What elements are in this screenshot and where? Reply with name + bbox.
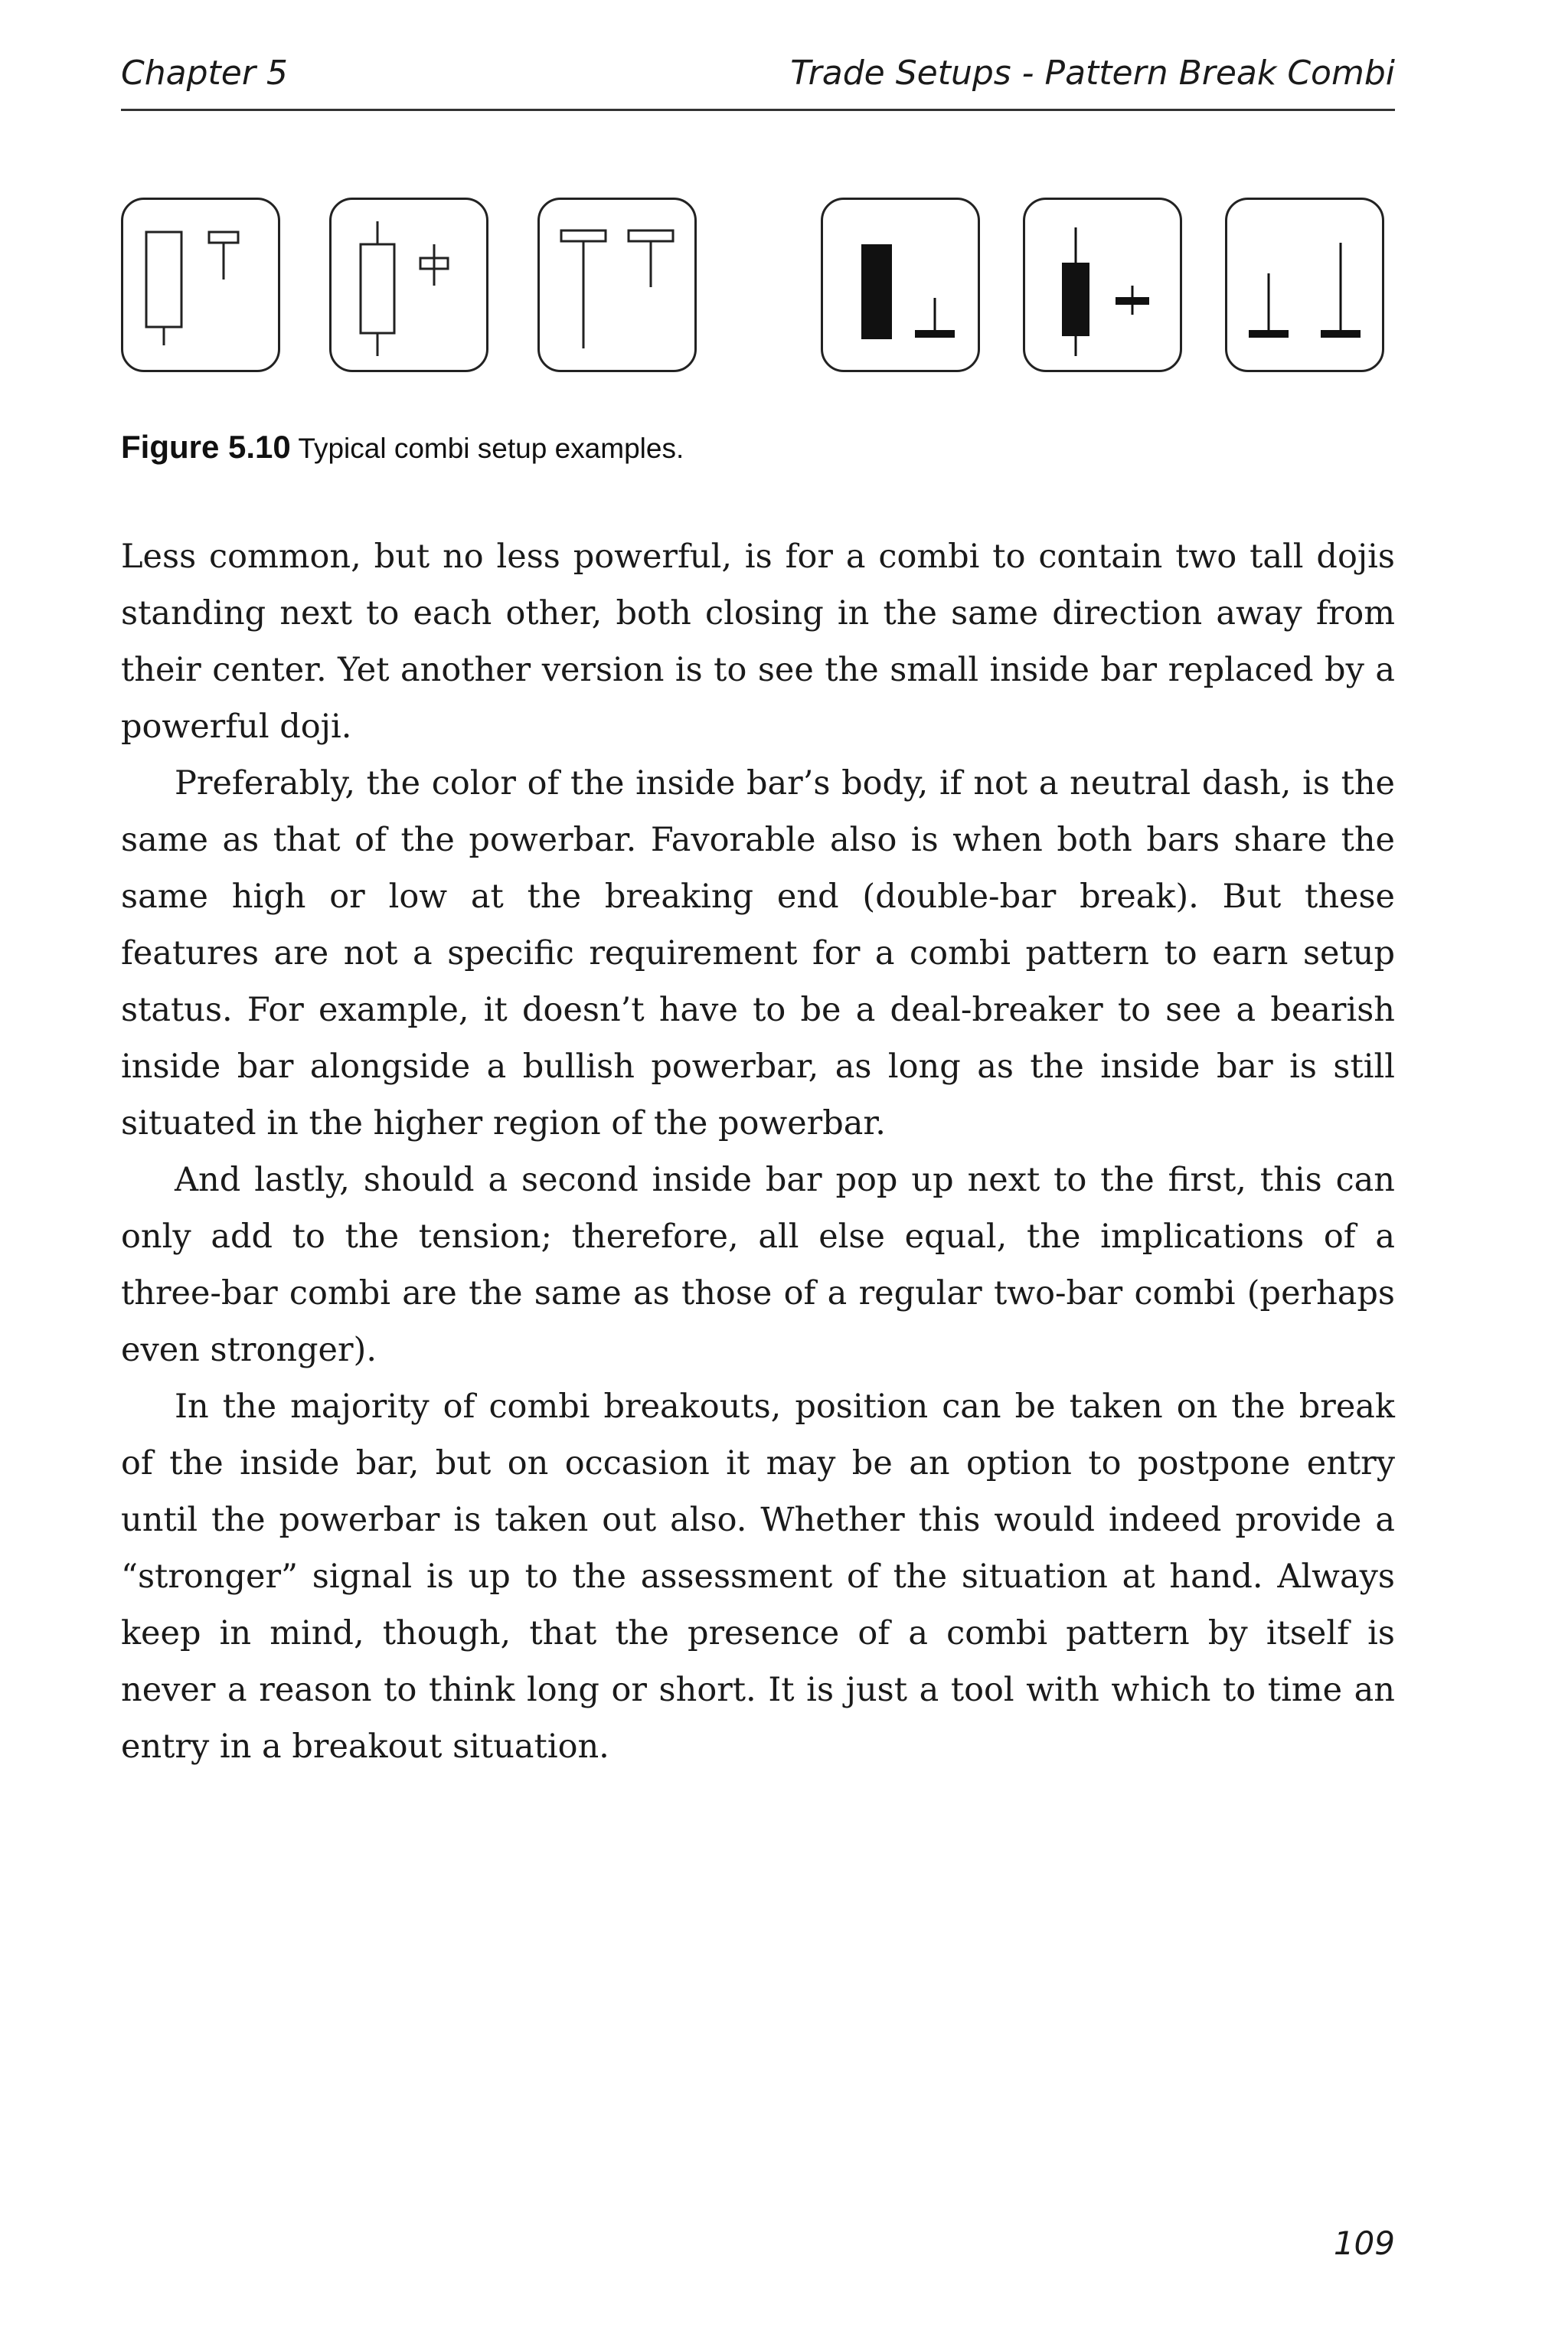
hollow-powerbar-candle (146, 232, 181, 345)
running-header (121, 47, 1395, 111)
figure-combi-examples (121, 198, 1395, 381)
solid-doji-right (1321, 243, 1361, 338)
figure-caption-text: Typical combi setup examples. (298, 433, 684, 464)
combi-example-4 (821, 198, 980, 372)
solid-cross-candle (1116, 286, 1149, 315)
hollow-doji-left (561, 230, 606, 348)
body-text (121, 528, 1395, 1775)
solid-powerbar-candle (861, 244, 892, 339)
hollow-inside-bar-candle (209, 232, 238, 279)
chapter-title: Chapter 5 (121, 54, 288, 93)
hollow-doji-right (629, 230, 673, 287)
paragraph: Less common, but no less powerful, is for a combi to contain two tall dojis standing next to each other, both closing in the same direction away from their center. Yet another version is to see the small inside bar replaced by a powerful doji. (121, 538, 1395, 746)
figure-caption (121, 429, 684, 466)
combi-example-3 (537, 198, 697, 372)
combi-example-2 (329, 198, 488, 372)
hollow-powerbar-candle (361, 221, 394, 356)
solid-dash-candle (915, 298, 955, 338)
paragraph: And lastly, should a second inside bar pop up next to the first, this can only add to the tension; therefore, all else equal, the implications of a three-bar combi are the same as those of a regular two-bar combi (perhaps even stronger). (121, 1161, 1395, 1369)
combi-example-5 (1023, 198, 1182, 372)
combi-example-1 (121, 198, 280, 372)
solid-doji-left (1249, 273, 1289, 338)
paragraph: In the majority of combi breakouts, position can be taken on the break of the inside bar, but on occasion it may be an option to postpone entry until the powerbar is taken out also. Whether this would indeed provide a “stronger” signal is up to the assessment of the situation at hand. Always keep in mind, though, that the presence of a combi pattern by itself is never a reason to think long or short. It is just a tool with which to time an entry in a breakout situation. (121, 1388, 1395, 1766)
combi-example-6 (1225, 198, 1384, 372)
page-number: 109 (1333, 2224, 1395, 2262)
paragraph: Preferably, the color of the inside bar’s body, if not a neutral dash, is the same as that of the powerbar. Favorable also is when both bars share the same high or low at the breaking end (double-bar break). But these features are not a specific requirement for a combi pattern to earn setup status. For example, it doesn’t have to be a deal-breaker to see a bearish inside bar alongside a bullish powerbar, as long as the inside bar is still situated in the higher region of the powerbar. (121, 764, 1395, 1142)
section-title: Trade Setups - Pattern Break Combi (790, 54, 1395, 93)
solid-powerbar-candle (1062, 227, 1089, 356)
hollow-doji-candle (420, 244, 448, 286)
figure-caption-label: Figure 5.10 (121, 429, 291, 465)
